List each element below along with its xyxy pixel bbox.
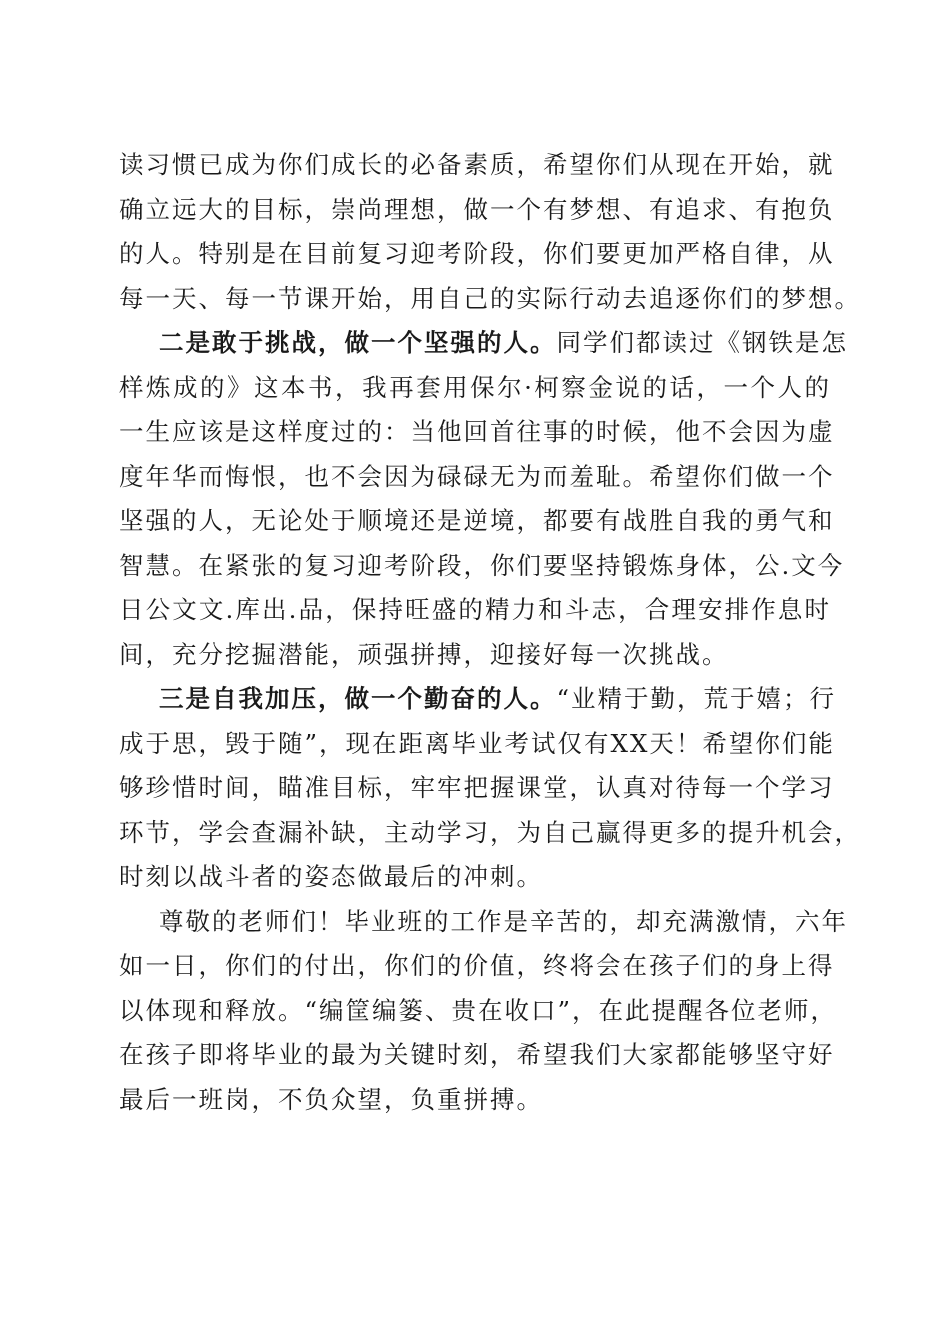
- text-line: 间，充分挖掘潜能，顽强拼搏，迎接好每一次挑战。: [119, 639, 729, 669]
- text-line: 环节，学会查漏补缺，主动学习，为自己赢得更多的提升机会，: [119, 817, 861, 847]
- text-line: 每一天、每一节课开始，用自己的实际行动去追逐你们的梦想。: [119, 283, 861, 313]
- paragraph-first-line: [119, 677, 837, 722]
- text-line: 的人。特别是在目前复习迎考阶段，你们要更加严格自律，从: [119, 239, 835, 268]
- text-line: 日公文文.库出.品，保持旺盛的精力和斗志，合理安排作息时: [119, 595, 831, 624]
- paragraph-2: [119, 321, 848, 677]
- paragraph-first-line: [119, 321, 848, 366]
- text-line: 确立远大的目标，崇尚理想，做一个有梦想、有追求、有抱负: [119, 194, 835, 224]
- text-line: 一生应该是这样度过的：当他回首往事的时候，他不会因为虚: [119, 417, 835, 446]
- text-line: 时刻以战斗者的姿态做最后的冲刺。: [119, 862, 543, 891]
- text-line: 智慧。在紧张的复习迎考阶段，你们要坚持锻炼身体，公.文今: [119, 550, 845, 580]
- paragraph-1: [119, 143, 861, 321]
- text-line: 最后一班岗，不负众望，负重拼搏。: [119, 1084, 543, 1114]
- text-line: 以体现和释放。“编筐编篓、贵在收口”，在此提醒各位老师，: [119, 995, 838, 1025]
- text-line: 读习惯已成为你们成长的必备素质，希望你们从现在开始，就: [119, 150, 835, 179]
- paragraph-heading: 二是敢于挑战，做一个坚强的人。: [159, 328, 557, 357]
- text-line: 坚强的人，无论处于顺境还是逆境，都要有战胜自我的勇气和: [119, 506, 835, 535]
- document-body: [119, 143, 861, 1122]
- text-run: “业精于勤，荒于嬉；行: [556, 684, 837, 713]
- text-line: 在孩子即将毕业的最为关键时刻，希望我们大家都能够坚守好: [119, 1040, 835, 1069]
- text-line: 成于思，毁于随”，现在距离毕业考试仅有XX天！希望你们能: [119, 728, 835, 758]
- text-line: 样炼成的》这本书，我再套用保尔·柯察金说的话，一个人的: [119, 372, 831, 402]
- paragraph-first-line: 尊敬的老师们！毕业班的工作是辛苦的，却充满激情，六年: [159, 906, 848, 936]
- text-line: 如一日，你们的付出，你们的价值，终将会在孩子们的身上得: [119, 951, 835, 980]
- text-line: 度年华而悔恨，也不会因为碌碌无为而羞耻。希望你们做一个: [119, 461, 835, 491]
- paragraph-3: [119, 677, 861, 900]
- paragraph-heading: 三是自我加压，做一个勤奋的人。: [159, 684, 557, 713]
- paragraph-4: [119, 900, 848, 1123]
- text-line: 够珍惜时间，瞄准目标，牢牢把握课堂，认真对待每一个学习: [119, 773, 835, 802]
- text-run: 同学们都读过《钢铁是怎: [556, 328, 848, 357]
